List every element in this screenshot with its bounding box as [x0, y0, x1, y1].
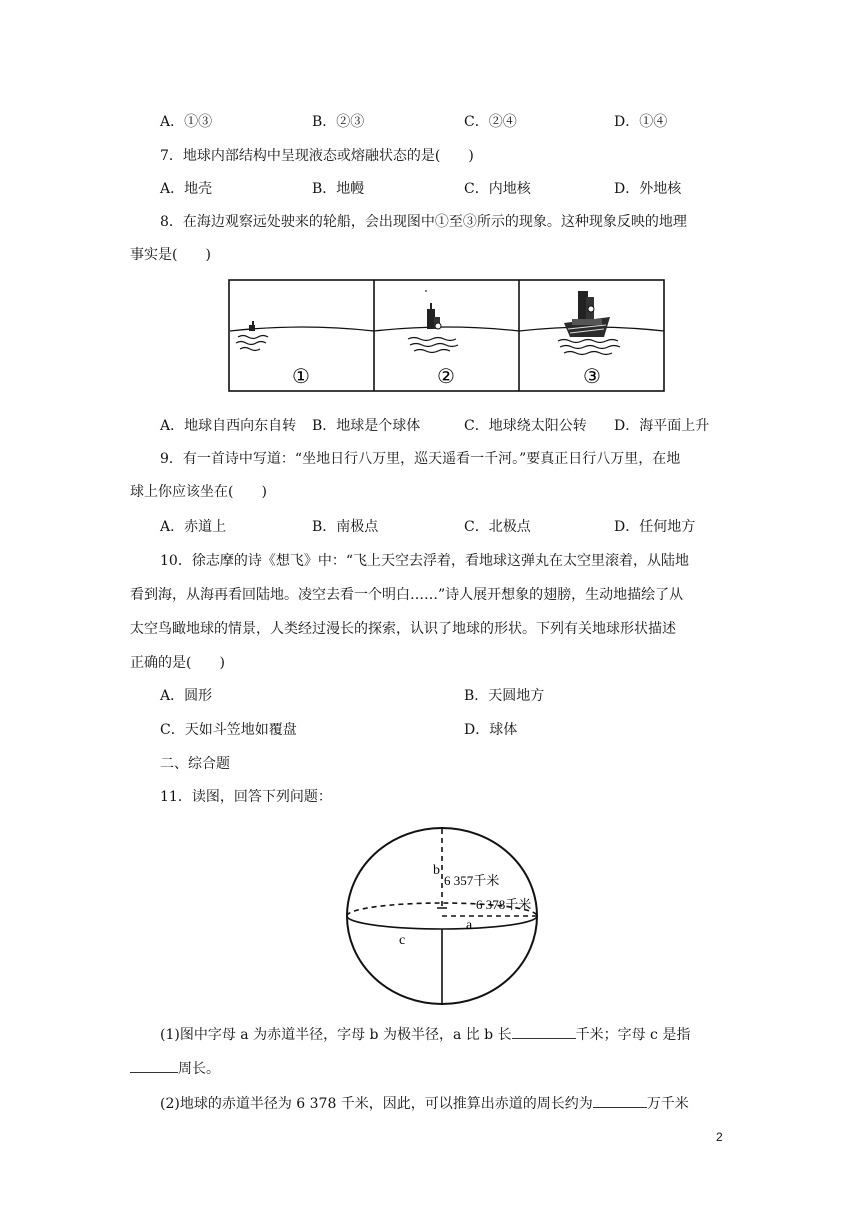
label-polar-radius: 6 357千米 — [444, 873, 500, 888]
q11-part2-line — [160, 1093, 689, 1114]
q11-stem: 11．读图，回答下列问题： — [160, 789, 332, 805]
q6-option-b: B．②③ — [312, 114, 365, 130]
q10-stem-line2: 看到海，从海再看回陆地。凌空去看一个明白……”诗人展开想象的翅膀，生动地描绘了从 — [130, 587, 684, 603]
panel-label-2: ② — [437, 366, 455, 388]
q8-stem-line1: 8．在海边观察远处驶来的轮船，会出现图中①至③所示的现象。这种现象反映的地理 — [160, 214, 687, 230]
q7-option-b: B．地幔 — [312, 181, 365, 197]
q7-option-c: C．内地核 — [464, 181, 531, 197]
label-equatorial-radius: 6 378千米 — [476, 897, 532, 912]
q8-option-a: A．地球自西向东自转 — [160, 418, 297, 434]
q11-part1-line1 — [160, 1024, 690, 1045]
q10-option-c: C．天如斗笠地如覆盘 — [160, 722, 297, 738]
q10-option-d: D．球体 — [464, 722, 518, 738]
q10-stem-line3: 太空鸟瞰地球的情景，人类经过漫长的探索，认识了地球的形状。下列有关地球形状描述 — [130, 621, 676, 637]
ship-horizon-figure — [228, 279, 666, 394]
q11-part2-text-b: 万千米 — [646, 1096, 689, 1112]
q9-stem-line2: 球上你应该坐在( ) — [130, 484, 267, 500]
q9-option-a: A．赤道上 — [160, 519, 227, 535]
earth-radius-diagram — [340, 820, 550, 1008]
q11-part1-text-b: 千米；字母 c 是指 — [575, 1027, 691, 1043]
q6-option-d: D．①④ — [614, 114, 668, 130]
panel-label-1: ① — [292, 366, 310, 388]
q9-stem-line1: 9．有一首诗中写道：“坐地日行八万里，巡天遥看一千河。”要真正日行八万里，在地 — [160, 451, 681, 467]
q6-option-a: A．①③ — [160, 114, 213, 130]
q9-option-c: C．北极点 — [464, 519, 531, 535]
q10-option-a: A．圆形 — [160, 688, 213, 704]
page-number: 2 — [716, 1130, 723, 1144]
q11-part1-text-a: (1)图中字母 a 为赤道半径，字母 b 为极半径，a 比 b 长 — [160, 1027, 512, 1043]
label-a: a — [466, 918, 473, 933]
q8-option-d: D．海平面上升 — [614, 418, 710, 434]
q11-part1-text-c: 周长。 — [178, 1061, 220, 1077]
q6-option-c: C．②④ — [464, 114, 517, 130]
q8-stem-line2: 事实是( ) — [130, 247, 211, 263]
answer-blank-3[interactable] — [593, 1093, 647, 1108]
q8-option-b: B．地球是个球体 — [312, 418, 421, 434]
q11-part1-line2 — [130, 1058, 220, 1079]
q9-option-b: B．南极点 — [312, 519, 379, 535]
q10-stem-line4: 正确的是( ) — [130, 655, 225, 671]
section-heading: 二、综合题 — [160, 756, 230, 772]
q7-option-a: A．地壳 — [160, 181, 213, 197]
q7-stem: 7．地球内部结构中呈现液态或熔融状态的是( ) — [160, 148, 474, 164]
answer-blank-1[interactable] — [512, 1024, 576, 1039]
label-b: b — [433, 863, 440, 878]
answer-blank-2[interactable] — [130, 1058, 178, 1073]
q11-part2-text-a: (2)地球的赤道半径为 6 378 千米，因此，可以推算出赤道的周长约为 — [160, 1096, 593, 1112]
panel-label-3: ③ — [583, 366, 601, 388]
q10-stem-line1: 10．徐志摩的诗《想飞》中：“飞上天空去浮着，看地球这弹丸在太空里滚着，从陆地 — [160, 553, 689, 569]
label-c: c — [399, 933, 406, 948]
q10-option-b: B．天圆地方 — [464, 688, 545, 704]
q9-option-d: D．任何地方 — [614, 519, 696, 535]
q7-option-d: D．外地核 — [614, 181, 682, 197]
q8-option-c: C．地球绕太阳公转 — [464, 418, 587, 434]
